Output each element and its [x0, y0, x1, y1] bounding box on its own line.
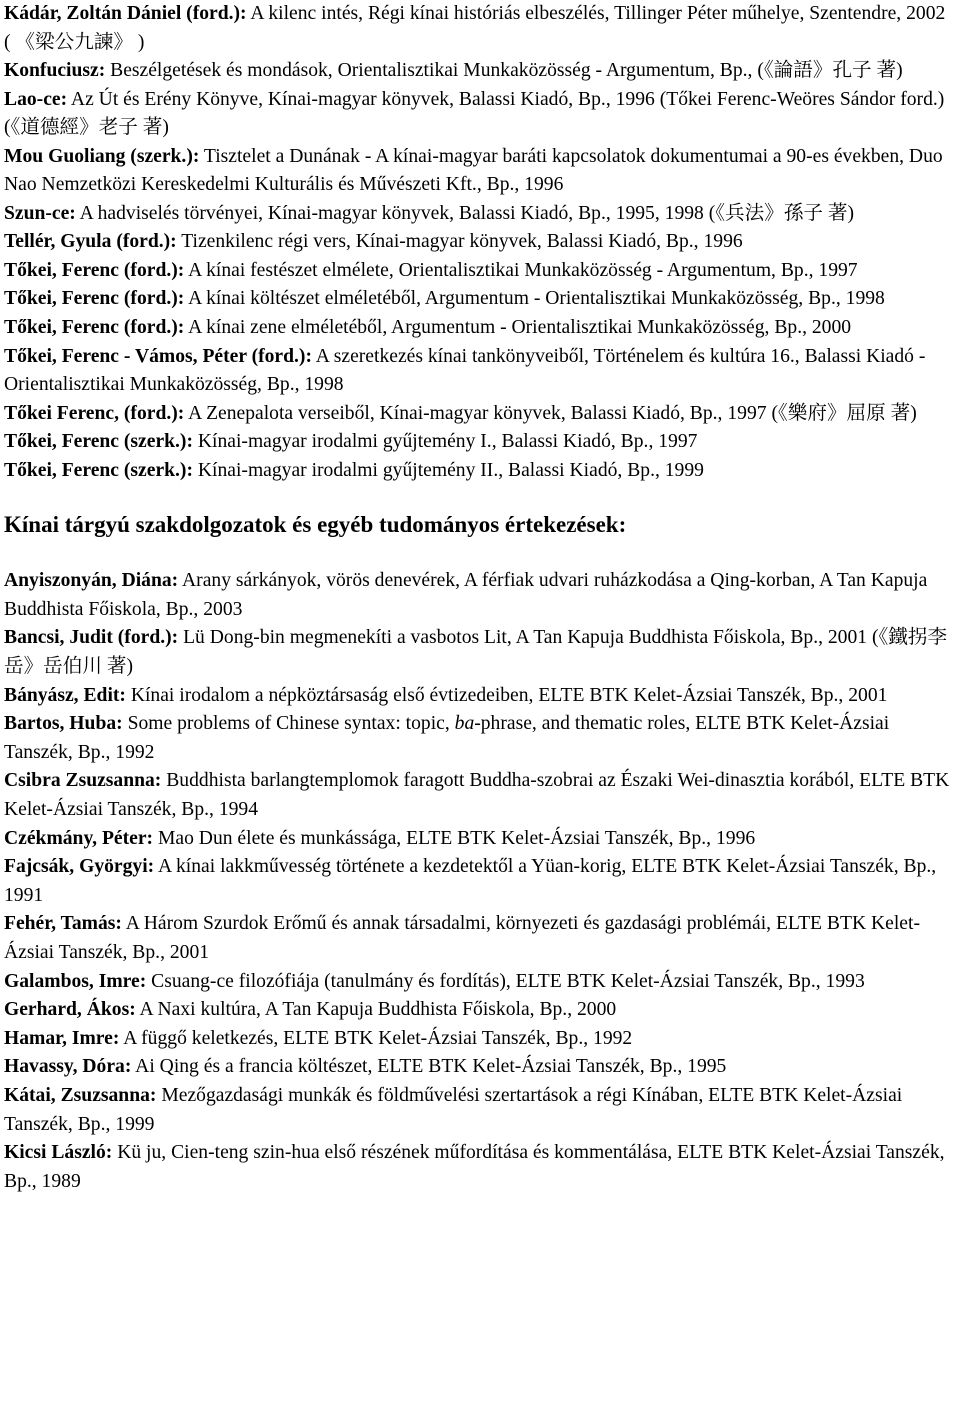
entry-text: A függő keletkezés, ELTE BTK Kelet-Ázsiai Tanszék, Bp., 1992: [119, 1027, 633, 1049]
section-heading: Kínai tárgyú szakdolgozatok és egyéb tudományos értekezések:: [4, 512, 627, 538]
bib-entry: [4, 567, 956, 624]
entry-author: Hamar, Imre:: [4, 1027, 120, 1049]
entry-text: Kínai-magyar irodalmi gyűjtemény II., Balassi Kiadó, Bp., 1999: [192, 459, 704, 481]
bib-entry: [4, 428, 956, 457]
entry-text-italic: ba: [454, 713, 475, 735]
entry-author: Galambos, Imre:: [4, 970, 147, 992]
entry-author: Tőkei, Ferenc (szerk.):: [4, 459, 193, 481]
bib-entry: [4, 1053, 956, 1082]
entry-author: Gerhard, Ákos:: [4, 999, 136, 1021]
entry-text: A kínai festészet elmélete, Orientalisztikai Munkaközösség - Argumentum, Bp., 1997: [184, 259, 858, 281]
entry-text: Beszélgetések és mondások, Orientalisztikai Munkaközösség - Argumentum, Bp., (《論語》孔子 著): [105, 60, 903, 82]
entry-author: Tőkei, Ferenc (ford.):: [4, 288, 185, 310]
entry-author: Tőkei, Ferenc - Vámos, Péter (ford.):: [4, 345, 312, 367]
bib-entry: [4, 910, 956, 967]
bib-entry: [4, 257, 956, 286]
bib-entry: [4, 682, 956, 711]
entry-text: Kínai irodalom a népköztársaság első évtizedeiben, ELTE BTK Kelet-Ázsiai Tanszék, Bp., 2001: [125, 684, 888, 706]
bib-entry: [4, 400, 956, 429]
entry-author: Czékmány, Péter:: [4, 827, 154, 849]
entry-author: Csibra Zsuzsanna:: [4, 770, 162, 792]
entry-text: Buddhista barlangtemplomok faragott Buddha-szobrai az Északi Wei-dinasztia korából, ELTE BTK Kelet-Ázsiai Tanszék, Bp., 1994: [4, 770, 950, 821]
bib-entry: [4, 314, 956, 343]
entry-text: Az Út és Erény Könyve, Kínai-magyar könyvek, Balassi Kiadó, Bp., 1996 (Tőkei Ferenc-Weöres Sándor ford.) (《道德經》老子 著): [4, 88, 945, 139]
entry-author: Bancsi, Judit (ford.):: [4, 627, 179, 649]
entry-text: A szeretkezés kínai tankönyveiből, Történelem és kultúra 16., Balassi Kiadó - Orientalisztikai Munkaközösség, Bp., 1998: [4, 345, 926, 396]
entry-text: Kínai-magyar irodalmi gyűjtemény I., Balassi Kiadó, Bp., 1997: [192, 431, 698, 453]
entry-author: Fehér, Tamás:: [4, 913, 122, 935]
bib-entry: [4, 1139, 956, 1196]
entry-author: Lao-ce:: [4, 88, 68, 110]
bib-entry: [4, 143, 956, 200]
bib-entry: [4, 996, 956, 1025]
bib-entry: [4, 825, 956, 854]
entry-text: Lü Dong-bin megmenekíti a vasbotos Lit, A Tan Kapuja Buddhista Főiskola, Bp., 2001 (《鐵拐李岳》岳伯川 著): [4, 627, 948, 678]
entry-author: Tőkei, Ferenc (ford.):: [4, 317, 185, 339]
entry-author: Anyiszonyán, Diána:: [4, 570, 179, 592]
entry-author: Konfuciusz:: [4, 60, 106, 82]
thesis-list: [4, 567, 956, 1196]
entry-text: A Zenepalota verseiből, Kínai-magyar könyvek, Balassi Kiadó, Bp., 1997 (《樂府》屈原 著): [184, 402, 917, 424]
entry-text: A kínai zene elméletéből, Argumentum - Orientalisztikai Munkaközösség, Bp., 2000: [184, 317, 852, 339]
entry-text: A kilenc intés, Régi kínai históriás elbeszélés, Tillinger Péter műhelye, Szentendre, 2002 ( 《梁公九諫》 ): [4, 3, 946, 53]
bib-entry: [4, 710, 956, 767]
bib-entry: [4, 853, 956, 910]
entry-text: A kínai lakkművesség története a kezdetektől a Yüan-korig, ELTE BTK Kelet-Ázsiai Tanszék, Bp., 1991: [4, 856, 937, 906]
bib-entry: [4, 767, 956, 824]
entry-author: Bartos, Huba:: [4, 713, 123, 735]
entry-author: Mou Guoliang (szerk.):: [4, 145, 200, 167]
entry-text: A hadviselés törvényei, Kínai-magyar könyvek, Balassi Kiadó, Bp., 1995, 1998 (《兵法》孫子 著): [75, 202, 855, 224]
entry-author: Bányász, Edit:: [4, 684, 126, 706]
bib-entry: [4, 1082, 956, 1139]
bib-entry: [4, 285, 956, 314]
entry-text: Arany sárkányok, vörös denevérek, A férfiak udvari ruházkodása a Qing-korban, A Tan Kapuja Buddhista Főiskola, Bp., 2003: [4, 570, 928, 620]
bib-entry: [4, 457, 956, 486]
entry-text: Kü ju, Cien-teng szin-hua első részének műfordítása és kommentálása, ELTE BTK Kelet-Ázsiai Tanszék, Bp., 1989: [4, 1142, 945, 1192]
bib-entry: [4, 57, 956, 86]
bib-entry: [4, 343, 956, 400]
entry-author: Fajcsák, Györgyi:: [4, 856, 155, 878]
bibliography-list: [4, 0, 956, 485]
entry-text: Tizenkilenc régi vers, Kínai-magyar könyvek, Balassi Kiadó, Bp., 1996: [176, 231, 743, 253]
entry-author: Tellér, Gyula (ford.):: [4, 231, 177, 253]
bib-entry: [4, 228, 956, 257]
entry-text: A kínai költészet elméletéből, Argumentum - Orientalisztikai Munkaközösség, Bp., 1998: [184, 288, 885, 310]
entry-text: -phrase, and thematic roles, ELTE BTK Kelet-Ázsiai Tanszék, Bp., 1992: [4, 713, 890, 763]
entry-text: Mao Dun élete és munkássága, ELTE BTK Kelet-Ázsiai Tanszék, Bp., 1996: [153, 827, 756, 849]
entry-text: Ai Qing és a francia költészet, ELTE BTK Kelet-Ázsiai Tanszék, Bp., 1995: [131, 1056, 727, 1078]
entry-author: Tőkei, Ferenc (szerk.):: [4, 431, 193, 453]
bib-entry: [4, 1025, 956, 1054]
bib-entry: [4, 200, 956, 229]
entry-text: A Naxi kultúra, A Tan Kapuja Buddhista Főiskola, Bp., 2000: [135, 999, 617, 1021]
entry-author: Szun-ce:: [4, 202, 76, 224]
bib-entry: [4, 968, 956, 997]
bib-entry: [4, 86, 956, 143]
entry-author: Kátai, Zsuzsanna:: [4, 1084, 157, 1106]
entry-author: Havassy, Dóra:: [4, 1056, 132, 1078]
entry-text: Some problems of Chinese syntax: topic,: [122, 713, 455, 735]
entry-text: Tisztelet a Dunának - A kínai-magyar baráti kapcsolatok dokumentumai a 90-es években, Duo Nao Nemzetközi Kereskedelmi Kulturális és Művészeti Kft., Bp., 1996: [4, 145, 943, 196]
bib-entry: [4, 624, 956, 681]
entry-text: Csuang-ce filozófiája (tanulmány és fordítás), ELTE BTK Kelet-Ázsiai Tanszék, Bp., 1993: [146, 970, 865, 992]
entry-author: Tőkei, Ferenc (ford.):: [4, 259, 185, 281]
entry-text: A Három Szurdok Erőmű és annak társadalmi, környezeti és gazdasági problémái, ELTE BTK Kelet-Ázsiai Tanszék, Bp., 2001: [4, 913, 920, 964]
bib-entry: [4, 0, 956, 57]
entry-author: Kicsi László:: [4, 1142, 113, 1164]
entry-author: Kádár, Zoltán Dániel (ford.):: [4, 3, 247, 24]
entry-author: Tőkei Ferenc, (ford.):: [4, 402, 185, 424]
entry-text: Mezőgazdasági munkák és földművelési szertartások a régi Kínában, ELTE BTK Kelet-Ázsiai Tanszék, Bp., 1999: [4, 1084, 903, 1135]
